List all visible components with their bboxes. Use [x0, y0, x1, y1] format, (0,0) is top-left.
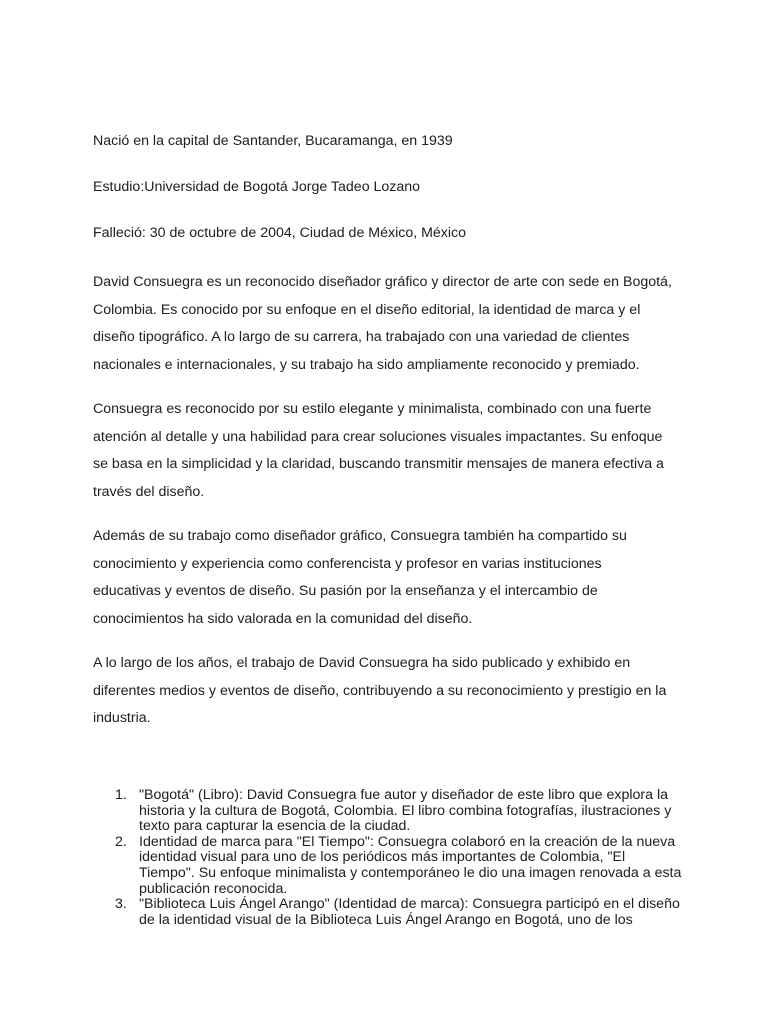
- list-item-text: Identidad de marca para "El Tiempo": Consuegra colaboró en la creación de la nueva identidad visual para uno de los periódicos más importantes de Colombia, "El Tiempo". Su enfoque minimalista y contemporáneo le dio una imagen renovada a esta publicación reconocida.: [139, 833, 682, 897]
- paragraph-teaching: Además de su trabajo como diseñador gráfico, Consuegra también ha compartido su conocimiento y experiencia como conferencista y profesor en varias instituciones educativas y eventos de diseño. Su pasión por la enseñanza y el intercambio de conocimientos ha sido valorada en la comunidad del diseño.: [93, 528, 627, 627]
- list-item: [93, 788, 683, 835]
- works-list: [93, 788, 683, 928]
- death-fact: Falleció: 30 de octubre de 2004, Ciudad de México, México: [93, 225, 467, 241]
- document-body: [93, 131, 673, 750]
- birth-fact: Nació en la capital de Santander, Bucaramanga, en 1939: [93, 133, 453, 149]
- list-item-text: "Bogotá" (Libro): David Consuegra fue autor y diseñador de este libro que explora la historia y la cultura de Bogotá, Colombia. El libro combina fotografías, ilustraciones y texto para capturar la esencia de la ciudad.: [139, 787, 672, 835]
- list-item: [93, 835, 683, 897]
- list-item-text: "Biblioteca Luis Ángel Arango" (Identidad de marca): Consuegra participó en el diseño de la identidad visual de la Biblioteca Luis Ángel Arango en Bogotá, uno de los: [139, 896, 680, 928]
- education-fact: Estudio:Universidad de Bogotá Jorge Tadeo Lozano: [93, 179, 421, 195]
- paragraph-recognition: A lo largo de los años, el trabajo de David Consuegra ha sido publicado y exhibido en diferentes medios y eventos de diseño, contribuyendo a su reconocimiento y prestigio en la industria.: [93, 655, 667, 726]
- list-item: [93, 897, 683, 928]
- paragraph-intro: David Consuegra es un reconocido diseñador gráfico y director de arte con sede en Bogotá, Colombia. Es conocido por su enfoque en el diseño editorial, la identidad de marca y el diseño tipográfico. A lo largo de su carrera, ha trabajado con una variedad de clientes nacionales e internacionales, y su trabajo ha sido ampliamente reconocido y premiado.: [93, 274, 672, 373]
- list-number: 3.: [115, 896, 127, 913]
- paragraph-style: Consuegra es reconocido por su estilo elegante y minimalista, combinado con una fuerte atención al detalle y una habilidad para crear soluciones visuales impactantes. Su enfoque se basa en la simplicidad y la claridad, buscando transmitir mensajes de manera efectiva a través del diseño.: [93, 401, 664, 500]
- list-number: 2.: [115, 833, 127, 850]
- list-number: 1.: [115, 787, 127, 803]
